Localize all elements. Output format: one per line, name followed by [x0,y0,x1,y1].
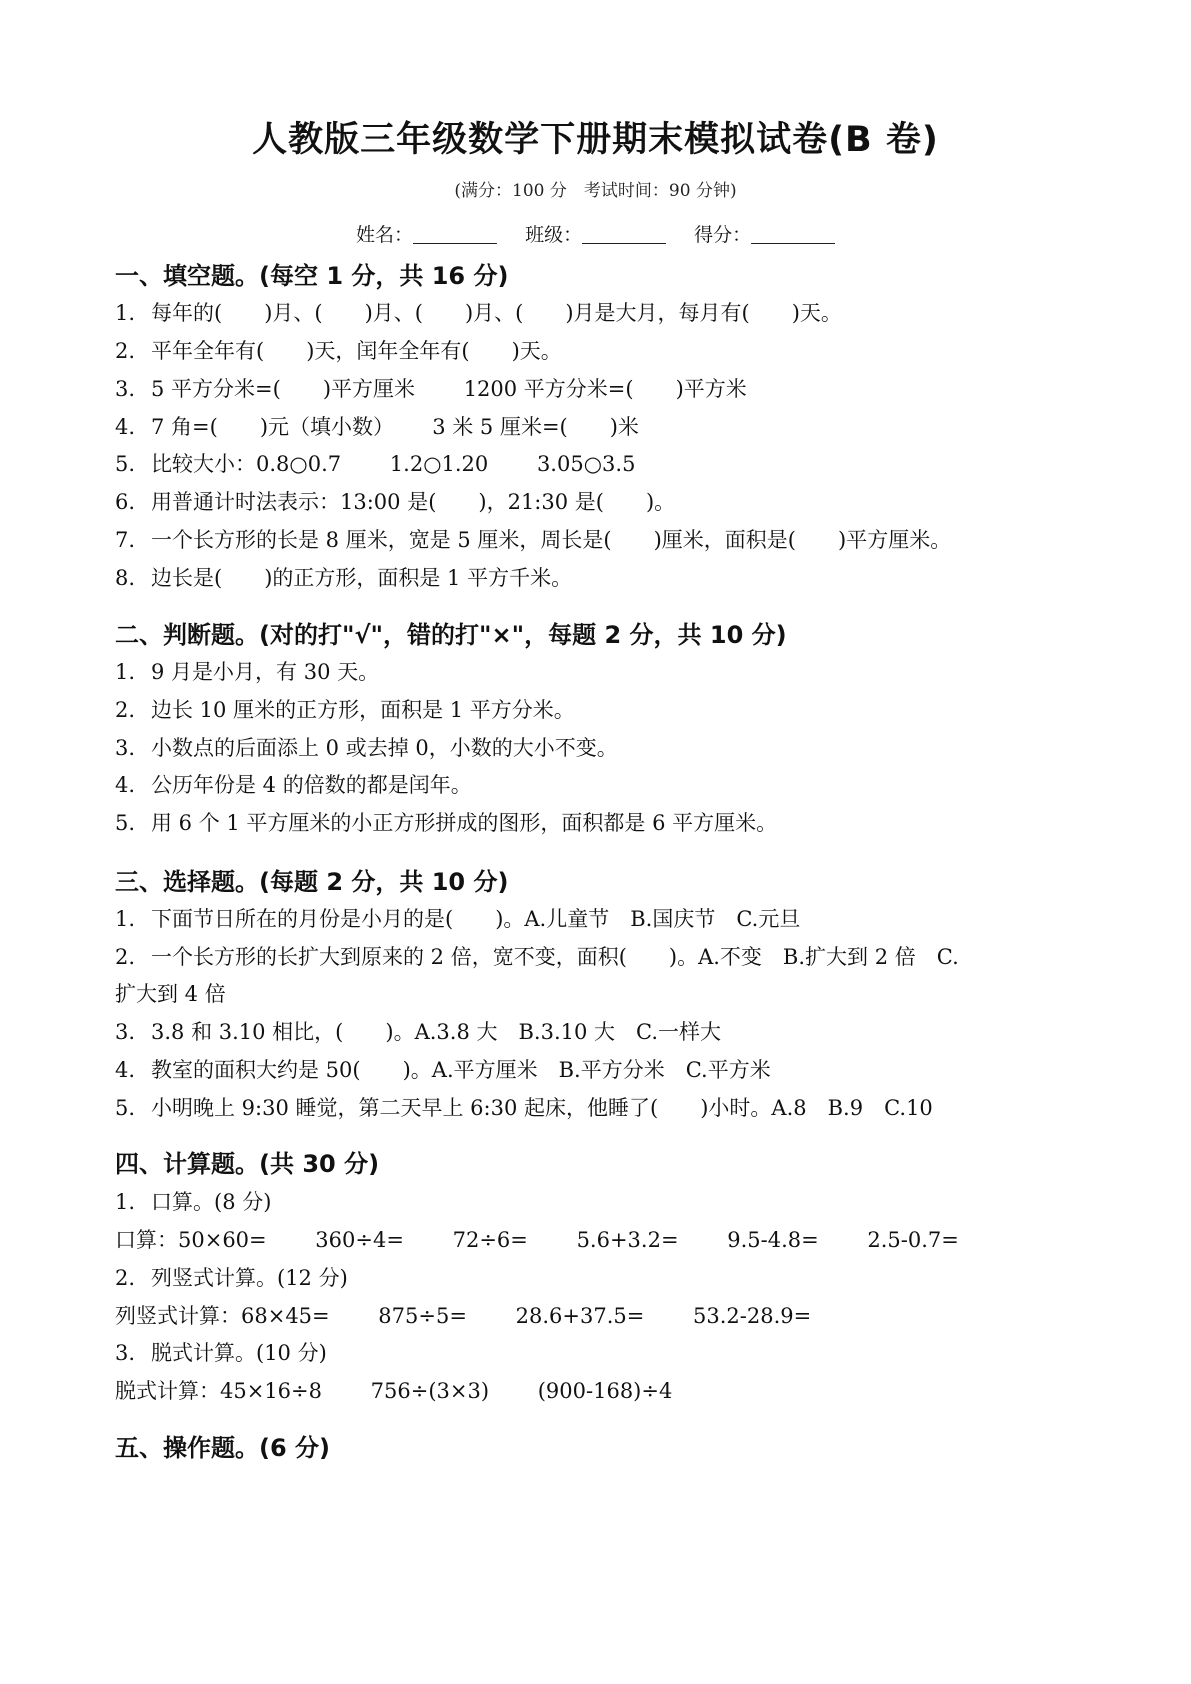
question-item: 4. 教室的面积大约是 50( )。A.平方厘米 B.平方分米 C.平方米 [115,1058,771,1082]
question-item: 5. 用 6 个 1 平方厘米的小正方形拼成的图形，面积都是 6 平方厘米。 [115,811,778,835]
class-label: 班级： [525,224,583,246]
question-item: 7. 一个长方形的长是 8 厘米，宽是 5 厘米，周长是( )厘米，面积是( )平方厘米。 [115,528,952,552]
section-heading-true-false: 二、判断题。(对的打"√"，错的打"×"，每题 2 分，共 10 分) [115,621,787,649]
question-item: 2. 一个长方形的长扩大到原来的 2 倍，宽不变，面积( )。A.不变 B.扩大到 2 倍 C. [115,945,959,969]
student-info-row [356,220,857,247]
calc-part-title: 3. 脱式计算。(10 分) [115,1341,327,1365]
question-item: 8. 边长是( )的正方形，面积是 1 平方千米。 [115,566,573,590]
question-item: 3. 5 平方分米=( )平方厘米 1200 平方分米=( )平方米 [115,377,747,401]
section-heading-calculation: 四、计算题。(共 30 分) [115,1150,380,1178]
score-field [694,220,835,247]
calc-part-title: 1. 口算。(8 分) [115,1190,272,1214]
question-item: 3. 3.8 和 3.10 相比，( )。A.3.8 大 B.3.10 大 C.一样大 [115,1020,722,1044]
score-blank [751,223,835,244]
question-item: 6. 用普通计时法表示：13:00 是( )，21:30 是( )。 [115,490,676,514]
calc-part-line: 脱式计算：45×16÷8 756÷(3×3) (900-168)÷4 [115,1379,673,1403]
question-item: 1. 每年的( )月、( )月、( )月、( )月是大月，每月有( )天。 [115,301,842,325]
class-field [525,220,666,247]
score-label: 得分： [694,224,752,246]
question-item: 1. 9 月是小月，有 30 天。 [115,660,380,684]
calc-part-line: 列竖式计算：68×45= 875÷5= 28.6+37.5= 53.2-28.9= [115,1304,812,1328]
class-blank [582,223,666,244]
exam-subtitle: (满分：100 分 考试时间：90 分钟) [454,181,737,201]
question-item: 2. 平年全年有( )天，闰年全年有( )天。 [115,339,562,363]
section-heading-multiple-choice: 三、选择题。(每题 2 分，共 10 分) [115,868,509,896]
question-item: 4. 公历年份是 4 的倍数的都是闰年。 [115,773,472,797]
question-item: 3. 小数点的后面添上 0 或去掉 0，小数的大小不变。 [115,736,618,760]
question-item: 2. 边长 10 厘米的正方形，面积是 1 平方分米。 [115,698,575,722]
question-item: 5. 小明晚上 9:30 睡觉，第二天早上 6:30 起床，他睡了( )小时。A.8 B.9 C.10 [115,1096,933,1120]
question-item: 1. 下面节日所在的月份是小月的是( )。A.儿童节 B.国庆节 C.元旦 [115,907,801,931]
section-heading-operation: 五、操作题。(6 分) [115,1434,330,1462]
exam-title: 人教版三年级数学下册期末模拟试卷(B 卷) [252,120,939,160]
name-label: 姓名： [356,224,414,246]
question-item: 5. 比较大小：0.8○0.7 1.2○1.20 3.05○3.5 [115,452,636,476]
question-item-continuation: 扩大到 4 倍 [115,982,226,1006]
name-blank [413,223,497,244]
question-item: 4. 7 角=( )元（填小数） 3 米 5 厘米=( )米 [115,415,639,439]
calc-part-title: 2. 列竖式计算。(12 分) [115,1266,348,1290]
name-field [356,220,497,247]
calc-part-line: 口算：50×60= 360÷4= 72÷6= 5.6+3.2= 9.5-4.8= 2.5-0.7= [115,1228,959,1252]
section-heading-fill-blank: 一、填空题。(每空 1 分，共 16 分) [115,262,509,290]
